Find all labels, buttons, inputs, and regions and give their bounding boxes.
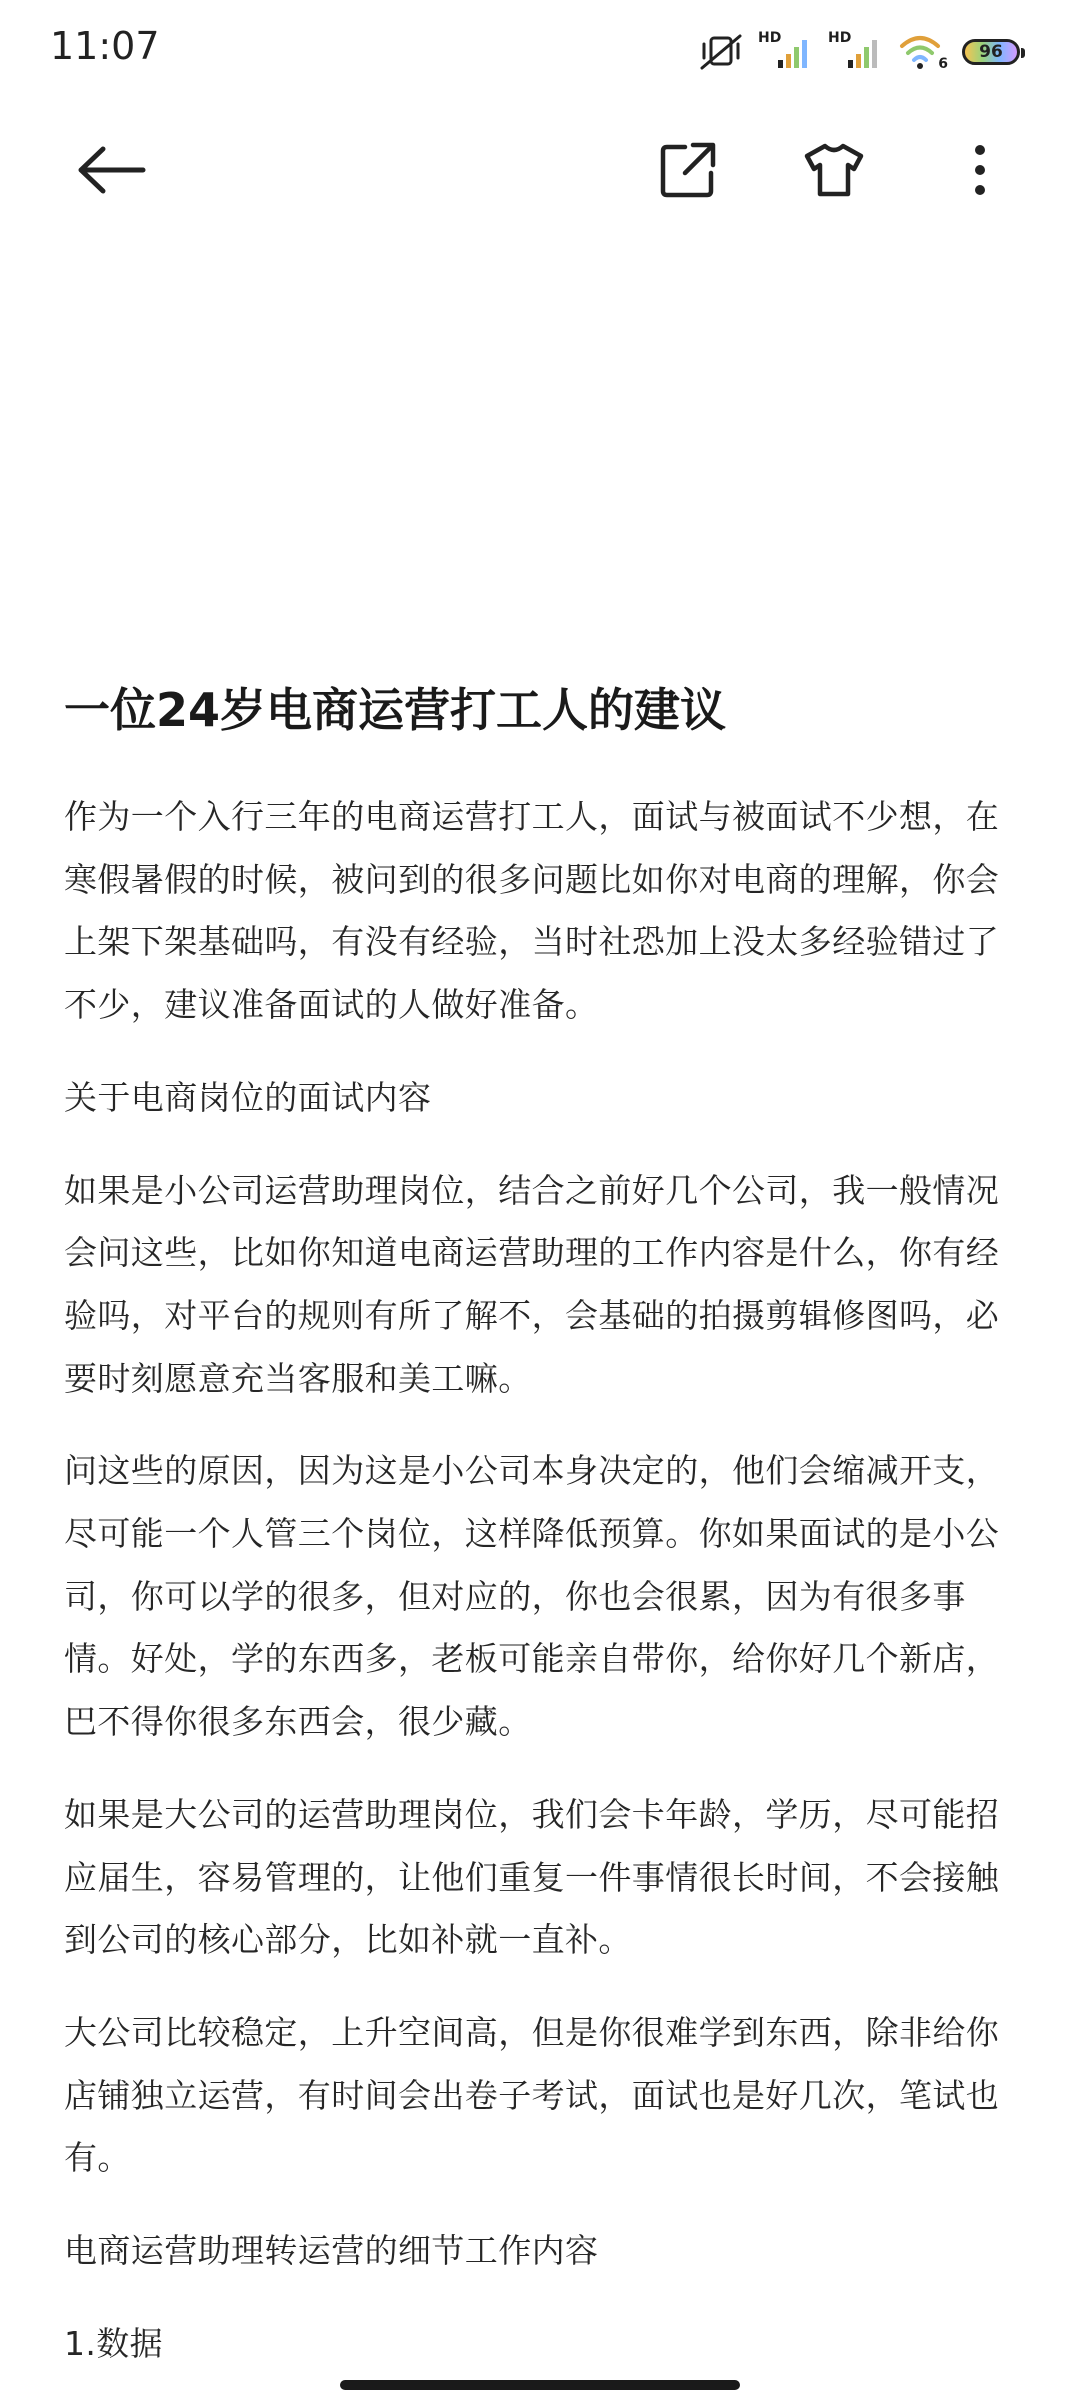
wifi-icon [898, 32, 948, 72]
article-paragraph: 电商运营助理转运营的细节工作内容 [64, 2231, 599, 2271]
status-icons [698, 30, 1020, 74]
top-nav-bar [0, 120, 1080, 220]
signal-1-icon [758, 32, 814, 72]
article-paragraph: 问这些的原因，因为这是小公司本身决定的，他们会缩减开支，尽可能一个人管三个岗位，这样降低预算。你如果面试的是小公司，你可以学的很多，但对应的，你也会很累，因为有很多事情。好处，学的东西多，老板可能亲自带你，给你好几个新店，巴不得你很多东西会，很少藏。 [64, 1451, 1000, 1742]
article-paragraph: 如果是大公司的运营助理岗位，我们会卡年龄，学历，尽可能招应届生，容易管理的，让他们重复一件事情很长时间，不会接触到公司的核心部分，比如补就一直补。 [64, 1794, 1000, 1960]
battery-level: 96 [979, 42, 1003, 62]
share-external-icon [659, 141, 717, 199]
article-paragraph: 关于电商岗位的面试内容 [64, 1077, 432, 1117]
signal-2-label: HD [828, 30, 852, 46]
wifi-label: 6 [938, 56, 948, 72]
article-paragraph: 如果是小公司运营助理岗位，结合之前好几个公司，我一般情况会问这些，比如你知道电商运营助理的工作内容是什么，你有经验吗，对平台的规则有所了解不，会基础的拍摄剪辑修图吗，必要时刻愿意充当客服和美工嘛。 [64, 1170, 1000, 1398]
article-paragraph: 1.数据 [64, 2323, 164, 2363]
signal-2-icon [828, 32, 884, 72]
status-bar [0, 0, 1080, 100]
article-title: 一位24岁电商运营打工人的建议 [64, 683, 727, 737]
theme-button[interactable] [798, 134, 870, 206]
home-indicator[interactable] [340, 2380, 740, 2390]
article-paragraph: 大公司比较稳定，上升空间高，但是你很难学到东西，除非给你店铺独立运营，有时间会出卷子考试，面试也是好几次，笔试也有。 [64, 2012, 1000, 2178]
share-button[interactable] [652, 134, 724, 206]
more-options-button[interactable] [944, 134, 1016, 206]
more-vertical-icon [970, 142, 990, 198]
article-paragraph: 作为一个入行三年的电商运营打工人，面试与被面试不少想，在寒假暑假的时候，被问到的很多问题比如你对电商的理解，你会上架下架基础吗，有没有经验，当时社恐加上没太多经验错过了不少，建议准备面试的人做好准备。 [64, 797, 1000, 1025]
battery-icon [962, 39, 1020, 65]
arrow-left-icon [77, 145, 147, 195]
signal-1-label: HD [758, 30, 782, 46]
tshirt-icon [803, 142, 865, 198]
mute-vibrate-icon [698, 32, 744, 72]
back-button[interactable] [76, 134, 148, 206]
article-content [64, 668, 1004, 2405]
status-time: 11:07 [50, 24, 160, 68]
